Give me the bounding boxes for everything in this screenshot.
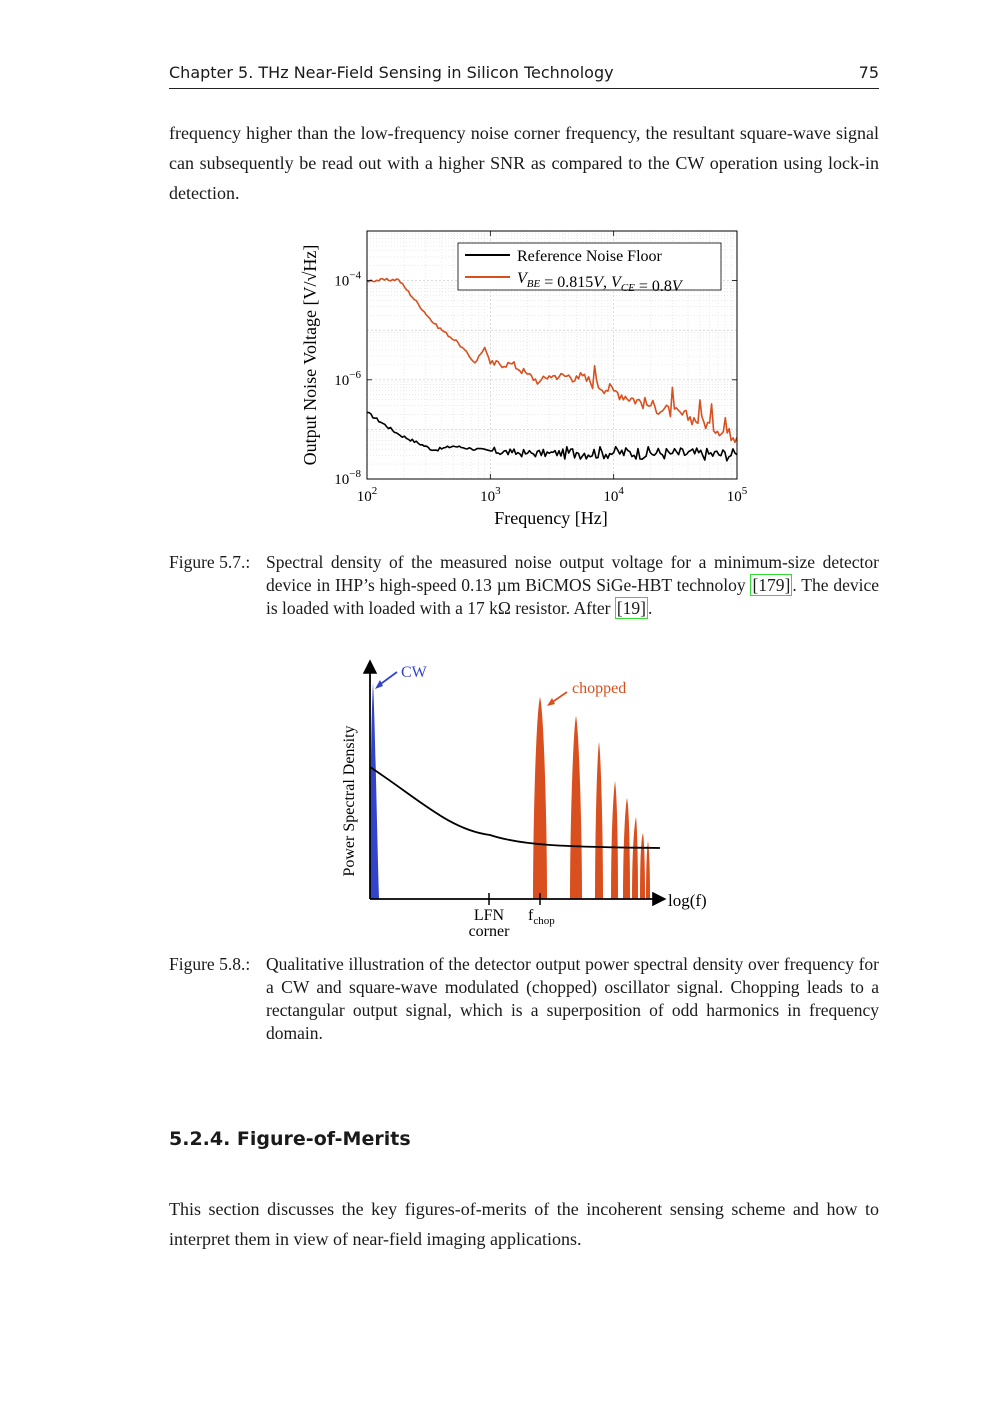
page-number: 75	[858, 63, 879, 82]
harmonic-peak	[533, 697, 547, 899]
caption-part: Spectral density of the measured noise output voltage for a minimum-size detector device in IHP’s high-speed 0.13 µm BiCMOS SiGe-HBT technoloy	[266, 552, 879, 595]
section-heading: 5.2.4. Figure-of-Merits	[169, 1128, 411, 1150]
fchop-subscript: chop	[533, 915, 555, 927]
running-header	[169, 62, 879, 89]
harmonic-peak	[640, 833, 645, 899]
cw-spectral-line	[370, 683, 379, 899]
x-axis-title: Frequency [Hz]	[494, 508, 608, 528]
figure-5-8-caption	[169, 953, 879, 1048]
lfn-label: LFN	[473, 907, 505, 924]
citation-link[interactable]: [179]	[752, 575, 791, 595]
figure-5-7-caption	[169, 551, 879, 621]
x-tick-label: $10^5$	[726, 485, 748, 505]
harmonic-peak	[611, 781, 618, 899]
fchop-f: f	[528, 907, 534, 924]
x-tick-label: $10^4$	[603, 485, 624, 505]
series-reference-noise-floor	[367, 412, 737, 460]
figure-5-7-chart	[280, 222, 760, 534]
y-tick-label: $10^{-4}$	[334, 269, 361, 290]
corner-label: corner	[468, 923, 510, 940]
caption-part: . The device is loaded with loaded with a 17 kΩ resistor. After	[266, 575, 879, 618]
series-vbe-0815	[367, 279, 737, 443]
harmonic-peak	[646, 841, 650, 899]
paragraph-top: frequency higher than the low-frequency noise corner frequency, the resultant square-wave signal can subsequently be read out with a higher SNR as compared to the CW operation using lock-in detection.	[169, 123, 879, 203]
figure-label: Figure 5.8.:	[169, 954, 251, 974]
chopped-label: chopped	[572, 680, 627, 697]
figure-label: Figure 5.7.:	[169, 552, 251, 572]
legend-label-reference: Reference Noise Floor	[517, 248, 662, 265]
paragraph-bottom: This section discusses the key figures-of-merits of the incoherent sensing scheme and how to interpret them in view of near-field imaging applications.	[169, 1199, 879, 1249]
x-tick-label: $10^2$	[356, 485, 378, 505]
caption-text: Qualitative illustration of the detector output power spectral density over frequency for a CW and square-wave modulated (chopped) oscillator signal. Chopping leads to a rectangular output signal, which is a superposition of odd harmonics in frequency domain.	[266, 954, 879, 1043]
chapter-title: Chapter 5. THz Near-Field Sensing in Silicon Technology	[169, 63, 614, 82]
y-axis-title: Output Noise Voltage [V/√Hz]	[300, 244, 320, 466]
chopped-arrowhead	[547, 698, 555, 706]
chart-series	[367, 279, 737, 461]
cw-arrowhead	[375, 680, 383, 689]
harmonic-peak	[570, 716, 582, 899]
fchop-label	[528, 907, 555, 927]
cw-label: CW	[401, 664, 427, 681]
harmonic-peak	[632, 817, 638, 899]
y-tick-label: $10^{-8}$	[334, 468, 361, 488]
caption-text	[266, 551, 879, 620]
x-tick-label: $10^3$	[480, 485, 501, 505]
citation-link[interactable]: [19]	[616, 598, 647, 618]
legend-label-vbe: $V_{BE} = 0.815V$, $V_{CE} = 0.8V$	[517, 270, 682, 295]
harmonic-peak	[595, 742, 603, 899]
logf-label: log(f)	[668, 891, 707, 910]
psd-axis-label: Power Spectral Density	[341, 725, 358, 877]
y-tick-label: $10^{-6}$	[334, 368, 361, 389]
caption-part: .	[648, 598, 653, 618]
figure-5-8-illustration	[330, 655, 730, 945]
